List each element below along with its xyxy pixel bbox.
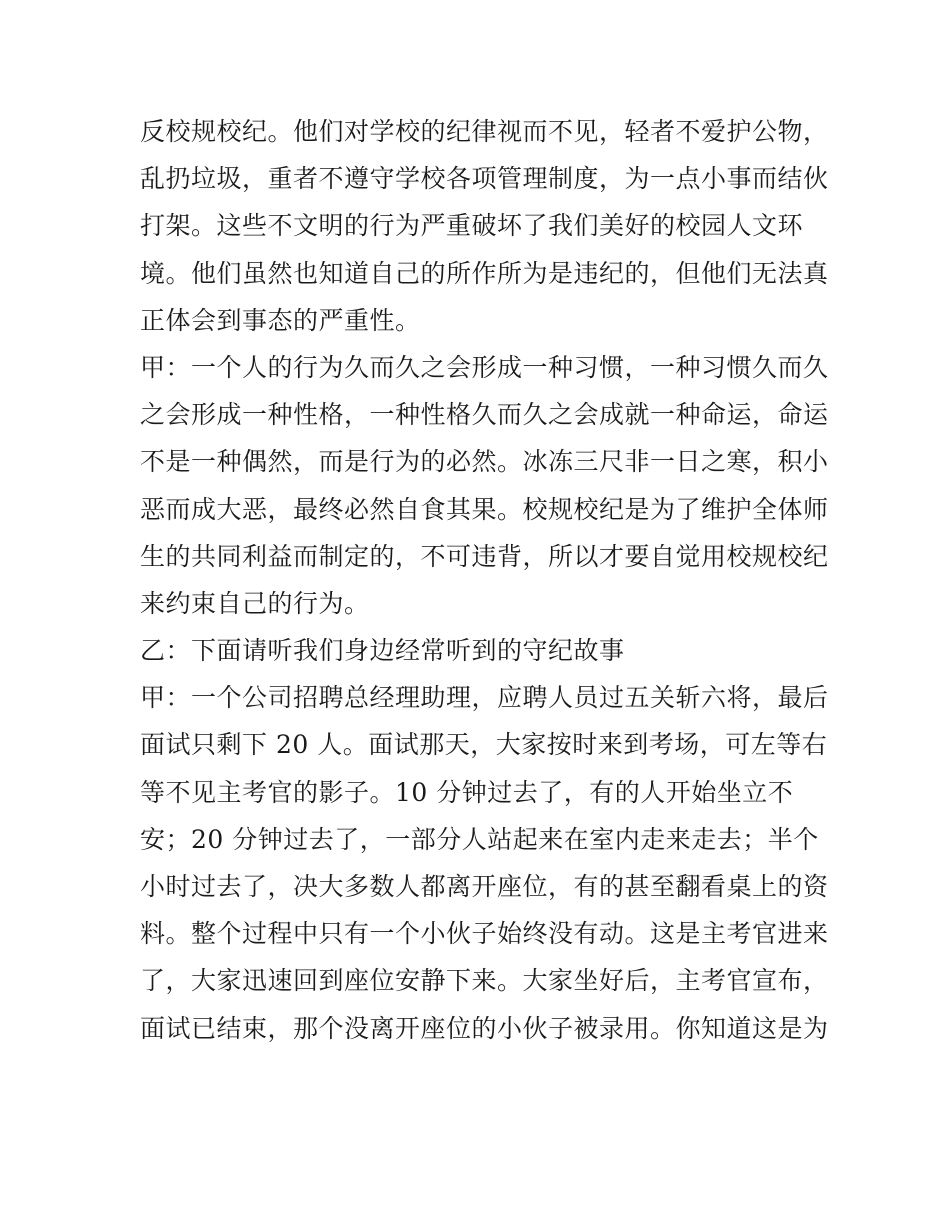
text-line: 小时过去了，决大多数人都离开座位，有的甚至翻看桌上的资: [140, 872, 829, 901]
body-text: [140, 108, 829, 1052]
text-line: 料。整个过程中只有一个小伙子始终没有动。这是主考官进来: [140, 919, 829, 949]
text-line: 面试只剩下 20 人。面试那天，大家按时来到考场，可左等右: [140, 730, 828, 760]
text-line: 面试已结束，那个没离开座位的小伙子被录用。你知道这是为: [140, 1013, 829, 1043]
text-line: 来约束自己的行为。: [140, 588, 370, 618]
text-line: 安；20 分钟过去了，一部分人站起来在室内走来走去；半个: [140, 824, 819, 854]
text-line: 不是一种偶然，而是行为的必然。冰冻三尺非一日之寒，积小: [140, 447, 829, 477]
text-line: 乱扔垃圾，重者不遵守学校各项管理制度，为一点小事而结伙: [140, 164, 829, 194]
text-line: 甲：一个公司招聘总经理助理，应聘人员过五关斩六将，最后: [140, 683, 829, 713]
text-line: 甲：一个人的行为久而久之会形成一种习惯，一种习惯久而久: [140, 352, 829, 382]
text-line: 反校规校纪。他们对学校的纪律视而不见，轻者不爱护公物，: [140, 117, 829, 146]
text-line: 乙：下面请听我们身边经常听到的守纪故事: [140, 636, 625, 666]
text-line: 恶而成大恶，最终必然自食其果。校规校纪是为了维护全体师: [140, 494, 829, 524]
text-line: 等不见主考官的影子。10 分钟过去了，有的人开始坐立不: [140, 777, 794, 807]
text-line: 正体会到事态的严重性。: [140, 305, 421, 335]
text-line: 之会形成一种性格，一种性格久而久之会成就一种命运，命运: [140, 400, 829, 430]
text-line: 了，大家迅速回到座位安静下来。大家坐好后，主考官宣布，: [140, 966, 829, 996]
text-line: 生的共同利益而制定的，不可违背，所以才要自觉用校规校纪: [140, 541, 829, 571]
text-line: 打架。这些不文明的行为严重破坏了我们美好的校园人文环: [140, 211, 804, 241]
text-line: 境。他们虽然也知道自己的所作所为是违纪的，但他们无法真: [140, 258, 829, 288]
